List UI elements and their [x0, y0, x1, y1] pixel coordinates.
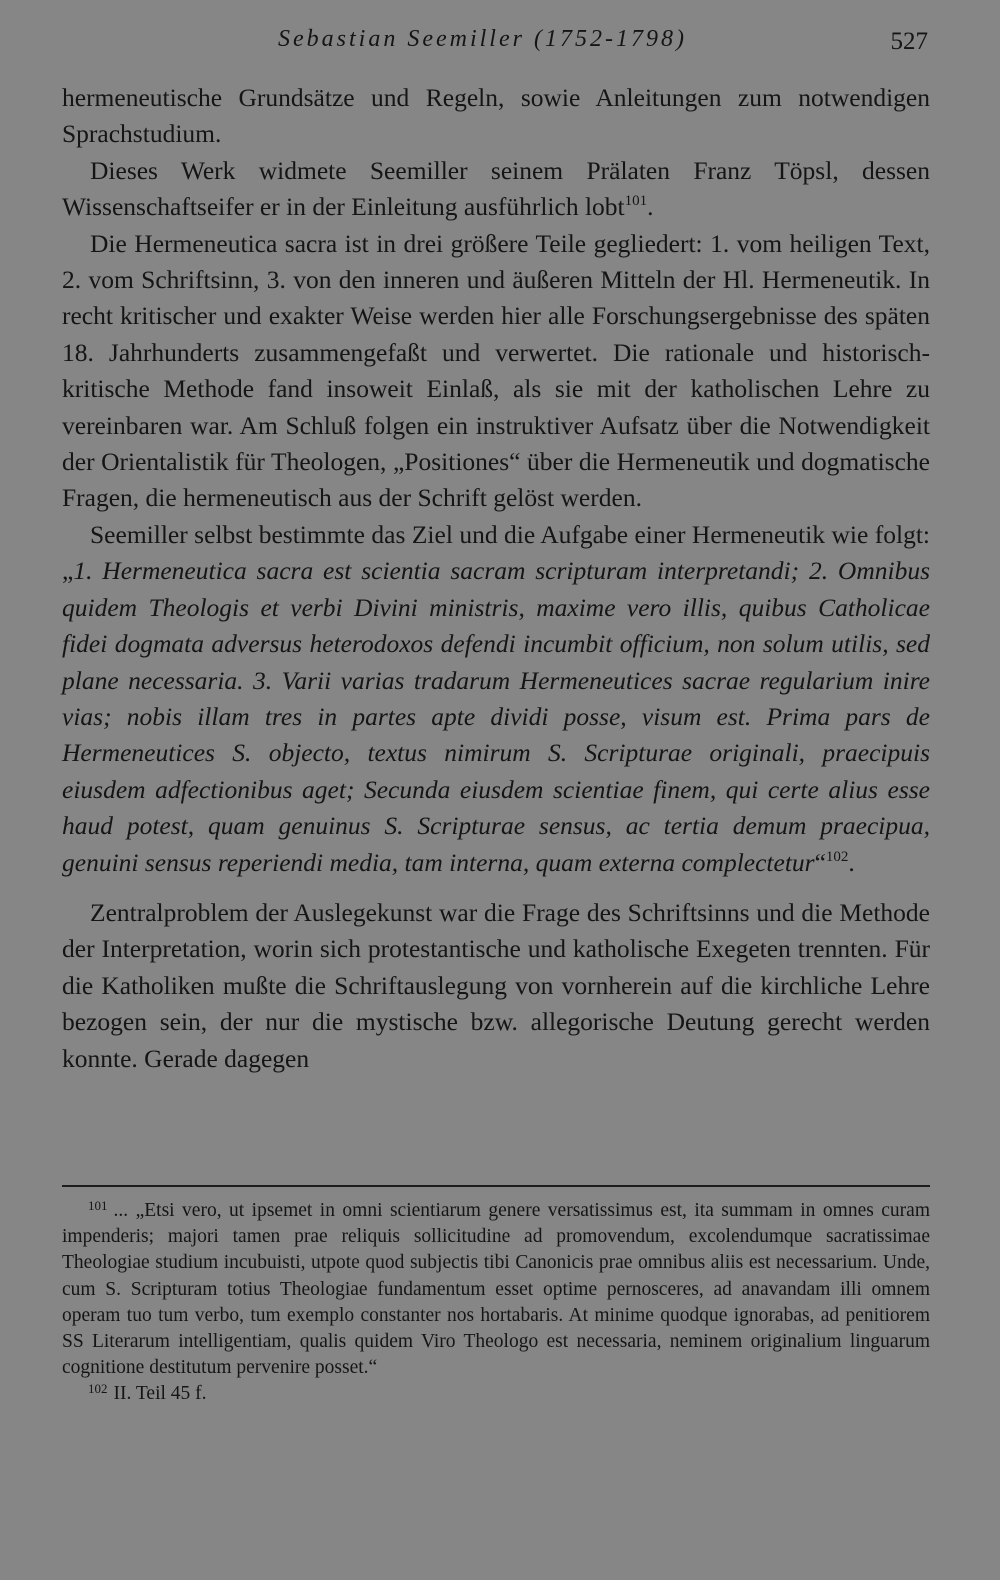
footnote [62, 1381, 930, 1407]
footnote-rule [62, 1185, 930, 1187]
footnote-number: 101 [88, 1198, 108, 1213]
paragraph-text: Die Hermeneutica sacra ist in drei größere Teile gegliedert: 1. vom heiligen Text, 2. vom Schriftsinn, 3. von den inneren und äußeren Mitteln der Hl. Hermeneutik. In recht kritischer und exakter Weise werden hier alle Forschungsergebnisse des späten 18. Jahrhunderts zusammengefaßt und verwertet. Die rationale und historisch-kritische Methode fand insoweit Einlaß, als sie mit der katholischen Lehre zu vereinbaren war. Am Schluß folgen ein instruktiver Aufsatz über die Notwendigkeit der Orientalistik für Theologen, „Positiones“ über die Hermeneutik und dogmatische Fragen, die hermeneutisch aus der Schrift gelöst werden. [62, 228, 930, 513]
footnote-text: II. Teil 45 f. [113, 1383, 207, 1405]
body-text [62, 80, 930, 1077]
paragraph [62, 517, 930, 881]
paragraph [62, 80, 930, 153]
closing-quote-mark: “ [814, 847, 826, 877]
footnote-ref: 102 [825, 848, 849, 865]
footnote [62, 1198, 930, 1381]
running-head: Sebastian Seemiller (1752-1798) [278, 26, 687, 52]
paragraph-end: . [848, 847, 855, 877]
paragraph-text: hermeneutische Grundsätze und Regeln, sowie Anleitungen zum notwendigen Sprachstudium. [62, 83, 930, 149]
page-number: 527 [890, 28, 928, 55]
footnote-ref: 101 [624, 193, 648, 210]
footnote-text: ... „Etsi vero, ut ipsemet in omni scientiarum genere versatissimus est, ita summam in omnes curam impenderis; majori tamen prae reliquis sollicitudine ad promovendum, excolendumque sacratissimae Theologiae studium incubuisti, utpote quod subjectis tibi Canonicis prae omnibus aliis est necessarium. Unde, cum S. Scripturam totius Theologiae fundamentum esset optime pernosceres, ad anavandam illi omnem operam tuo tum verbo, tum exemplo constanter nos hortabaris. At minime quodque ignorabas, ad penitiorem SS Literarum intelligentiam, qualis quidem Viro Theologo est necessaria, neminem originalium linguarum cognitione destitutum pervenire posset.“ [62, 1200, 930, 1379]
paragraph-end: . [647, 192, 654, 222]
footnote-number: 102 [88, 1381, 108, 1397]
paragraph-text: Seemiller selbst bestimmte das Ziel und die Aufgabe einer Hermeneutik wie folgt: „ [62, 519, 930, 586]
latin-quote: 1. Hermeneutica sacra est scientia sacram scripturam interpretandi; 2. Omnibus quidem Theologis et verbi Divini ministris, maxime vero illis, quibus Catholicae fidei dogmata adversus heterodoxos defendi incumbit officium, non solum utilis, sed plane necessaria. 3. Varii varias tradarum Hermeneutices sacrae regularium inire vias; nobis illam tres in partes apte dividi posse, visum est. Prima pars de Hermeneutices S. objecto, textus nimirum S. Scripturae originali, praecipuis eiusdem adfectionibus aget; Secunda eiusdem scientiae finem, qui certe alius esse haud potest, quam genuinus S. Scripturae sensus, ac tertia demum praecipua, genuini sensus reperiendi media, tam interna, quam externa complectetur [62, 556, 930, 877]
paragraph [62, 226, 930, 517]
footnotes [62, 1198, 930, 1408]
page-header [278, 22, 928, 62]
paragraph [62, 153, 930, 226]
paragraph-text: Dieses Werk widmete Seemiller seinem Prälaten Franz Töpsl, dessen Wissenschaftseifer er in der Einleitung ausführlich lobt [62, 155, 930, 222]
paragraph-text: Zentralproblem der Auslegekunst war die Frage des Schriftsinns und die Methode der Interpretation, worin sich protestantische und katholische Exegeten trennten. Für die Katholiken mußte die Schriftauslegung von vornherein auf die kirchliche Lehre bezogen sein, der nur die mystische bzw. allegorische Deutung gerecht werden konnte. Gerade dagegen [62, 897, 930, 1073]
paragraph [62, 895, 930, 1077]
